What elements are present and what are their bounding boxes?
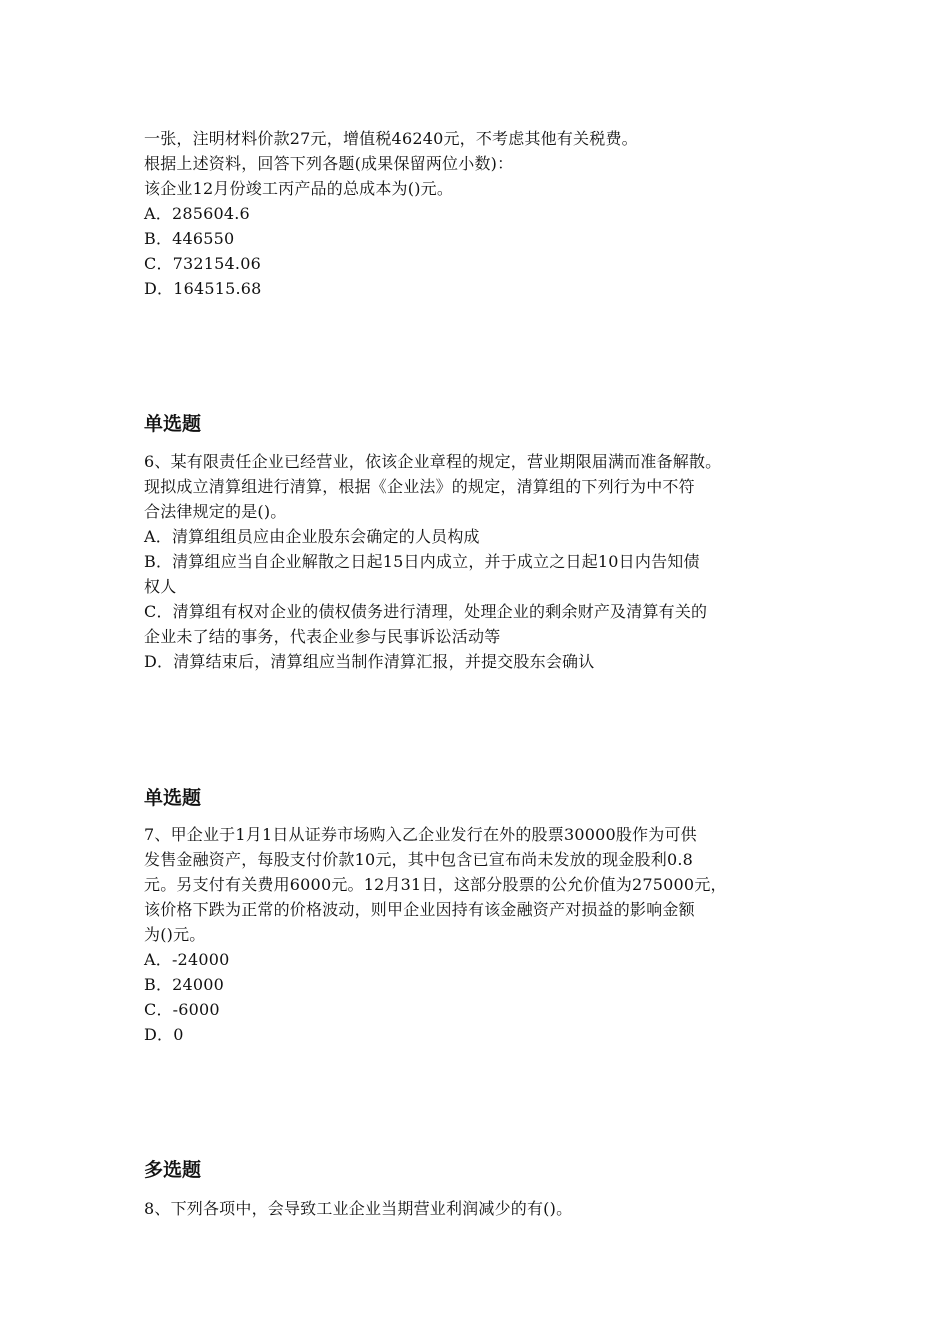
question-7 — [144, 822, 824, 1047]
answer-option-b: B．446550 — [144, 229, 235, 248]
question-stem-line: 为()元。 — [144, 925, 206, 944]
answer-option-d: D．清算结束后，清算组应当制作清算汇报，并提交股东会确认 — [144, 652, 595, 671]
question-8 — [144, 1196, 824, 1221]
question-stem-line: 该企业12月份竣工丙产品的总成本为()元。 — [144, 179, 454, 198]
answer-option-a: A．清算组组员应由企业股东会确定的人员构成 — [144, 527, 480, 546]
question-stem-line: 8、下列各项中，会导致工业企业当期营业利润减少的有()。 — [144, 1199, 573, 1218]
section-heading-single-choice: 单选题 — [144, 787, 202, 809]
answer-option-d: D．164515.68 — [144, 279, 262, 298]
question-stem-line: 合法律规定的是()。 — [144, 502, 287, 521]
question-stem-line: 一张，注明材料价款27元，增值税46240元，不考虑其他有关税费。 — [144, 129, 638, 148]
question-stem-line: 元。另支付有关费用6000元。12月31日，这部分股票的公允价值为275000元， — [144, 875, 727, 894]
answer-option-c: C．-6000 — [144, 1000, 220, 1019]
question-6 — [144, 449, 824, 674]
answer-option-b: B．清算组应当自企业解散之日起15日内成立，并于成立之日起10日内告知债 — [144, 552, 700, 571]
answer-option-b-continued: 权人 — [144, 577, 177, 596]
question-stem-line: 现拟成立清算组进行清算，根据《企业法》的规定，清算组的下列行为中不符 — [144, 477, 695, 496]
answer-option-c-continued: 企业未了结的事务，代表企业参与民事诉讼活动等 — [144, 627, 501, 646]
answer-option-c: C．732154.06 — [144, 254, 261, 273]
answer-option-b: B．24000 — [144, 975, 225, 994]
question-stem-line: 6、某有限责任企业已经营业，依该企业章程的规定，营业期限届满而准备解散。 — [144, 452, 722, 471]
question-stem-line: 该价格下跌为正常的价格波动，则甲企业因持有该金融资产对损益的影响金额 — [144, 900, 695, 919]
question-stem-line: 根据上述资料，回答下列各题(成果保留两位小数)： — [144, 154, 514, 173]
section-heading-single-choice: 单选题 — [144, 413, 202, 435]
section-heading-multiple-choice: 多选题 — [144, 1159, 202, 1181]
answer-option-c: C．清算组有权对企业的债权债务进行清理，处理企业的剩余财产及清算有关的 — [144, 602, 708, 621]
question-stem-line: 7、甲企业于1月1日从证券市场购入乙企业发行在外的股票30000股作为可供 — [144, 825, 697, 844]
answer-option-a: A．-24000 — [144, 950, 230, 969]
question-5 — [144, 126, 824, 301]
answer-option-a: A．285604.6 — [144, 204, 250, 223]
question-stem-line: 发售金融资产，每股支付价款10元，其中包含已宣布尚未发放的现金股利0.8 — [144, 850, 694, 869]
answer-option-d: D．0 — [144, 1025, 184, 1044]
